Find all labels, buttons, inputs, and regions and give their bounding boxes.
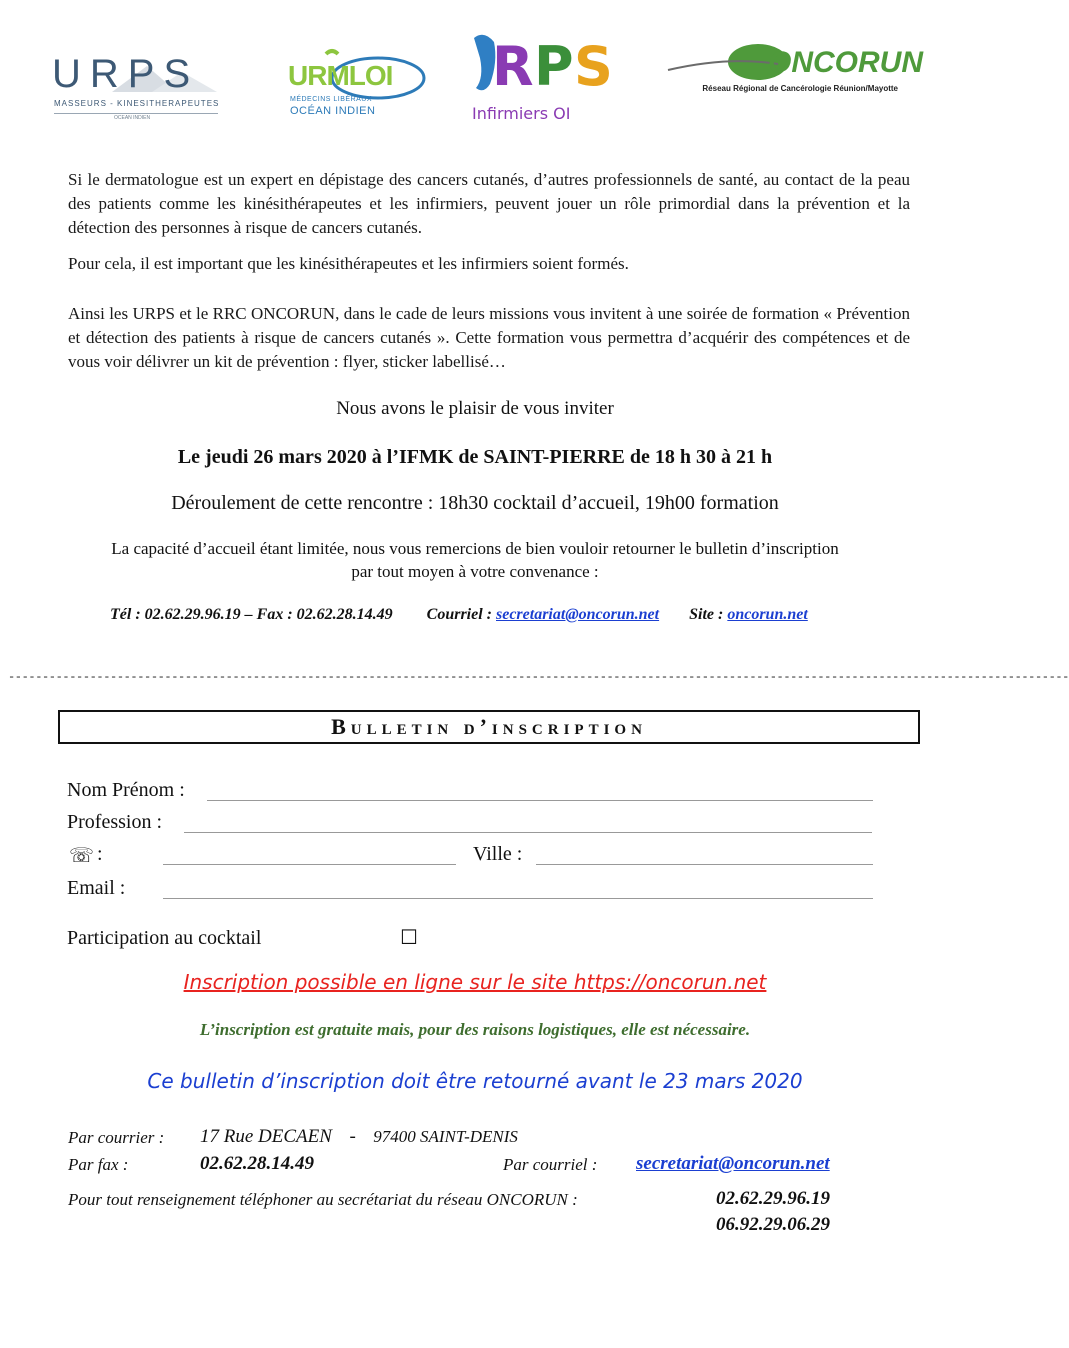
svg-text:P: P	[534, 35, 574, 98]
online-notice: Inscription possible en ligne sur le site https://oncorun.net	[183, 970, 767, 994]
fax-label: Par fax :	[68, 1155, 129, 1174]
info-text: Pour tout renseignement téléphoner au secrétariat du réseau ONCORUN :	[68, 1190, 578, 1209]
profession-field[interactable]	[184, 832, 872, 833]
urmloi-subtitle-2: OCÉAN INDIEN	[290, 105, 376, 117]
invite-line: Nous avons le plaisir de vous inviter	[336, 398, 614, 419]
email-link[interactable]: secretariat@oncorun.net	[496, 606, 660, 623]
cocktail-checkbox[interactable]: ☐	[400, 925, 418, 949]
capacity-line-2: par tout moyen à votre convenance :	[351, 562, 599, 581]
cocktail-label: Participation au cocktail	[67, 927, 262, 949]
urps-infirmiers-logo	[462, 28, 622, 128]
site-label: Site :	[689, 606, 724, 623]
event-date-line: Le jeudi 26 mars 2020 à l’IFMK de SAINT-PIERRE de 18 h 30 à 21 h	[177, 446, 773, 468]
info-phone-1: 02.62.29.96.19	[716, 1188, 830, 1209]
city-field[interactable]	[536, 864, 873, 865]
free-notice: L’inscription est gratuite mais, pour des raisons logistiques, elle est nécessaire.	[199, 1020, 751, 1039]
urps-mk-logo	[52, 42, 222, 122]
urmloi-title: URMLOI	[288, 60, 393, 91]
urps-mk-subtitle: MASSEURS - KINESITHERAPEUTES	[54, 99, 220, 108]
gecko-icon	[462, 30, 622, 100]
urps-mk-tag: OCEAN INDIEN	[114, 115, 151, 121]
fax-number: 02.62.28.14.49	[200, 1153, 314, 1174]
intro-paragraph-1: Si le dermatologue est un expert en dépistage des cancers cutanés, d’autres professionnels de santé, au contact de la peau des patients comme les kinésithérapeutes et les infirmiers, peuvent jouer un rôle primordial dans la prévention et la détection des personnes à risque de cancers cutanés.	[68, 170, 910, 237]
email-field[interactable]	[163, 898, 873, 899]
intro-paragraph-2: Pour cela, il est important que les kinésithérapeutes et les infirmiers soient formés.	[68, 254, 629, 273]
mail-street: 17 Rue DECAEN	[200, 1126, 332, 1147]
email-field-label: Email :	[67, 877, 126, 899]
mail-label: Par courrier :	[68, 1128, 165, 1147]
city-label: Ville :	[473, 843, 523, 865]
deadline-notice: Ce bulletin d’inscription doit être retourné avant le 23 mars 2020	[147, 1069, 803, 1093]
urmloi-subtitle-1: MÉDECINS LIBÉRAUX	[290, 96, 373, 103]
courriel-label: Par courriel :	[503, 1155, 598, 1174]
svg-text:S: S	[574, 35, 613, 98]
mail-address	[200, 1126, 518, 1148]
tel-fax-text: Tél : 02.62.29.96.19 – Fax : 02.62.28.14.49	[110, 606, 393, 623]
mail-separator: -	[349, 1126, 356, 1147]
phone-icon: ☏	[69, 845, 95, 867]
email-label: Courriel :	[426, 606, 492, 623]
urps-mk-title: URPS	[52, 52, 200, 96]
oncorun-title: ONCORUN	[768, 46, 923, 79]
name-label: Nom Prénom :	[67, 779, 185, 801]
oncorun-subtitle: Réseau Régional de Cancérologie Réunion/Mayotte	[702, 84, 898, 93]
profession-label: Profession :	[67, 811, 162, 833]
urps-inf-subtitle: Infirmiers OI	[472, 104, 571, 123]
intro-paragraph-3: Ainsi les URPS et le RRC ONCORUN, dans le cade de leurs missions vous invitent à une soirée de formation « Prévention et détection des patients à risque de cancers cutanés ». Cette formation vous permettra d’acquérir des compétences et de vous voir délivrer un kit de prévention : flyer, sticker labellisé…	[68, 304, 910, 371]
logo-bar	[0, 28, 950, 128]
cut-separator: ------------------------------------------------------------------------------------------------------------------------------------------------------------	[8, 670, 1069, 684]
footer-email-link[interactable]: secretariat@oncorun.net	[636, 1153, 830, 1174]
phone-field[interactable]	[163, 864, 456, 865]
program-line: Déroulement de cette rencontre : 18h30 cocktail d’accueil, 19h00 formation	[171, 492, 779, 514]
phone-label: :	[97, 843, 103, 865]
mail-city: 97400 SAINT-DENIS	[373, 1127, 518, 1146]
bulletin-title: Bulletin d’inscription	[58, 710, 920, 744]
urmloi-logo	[286, 46, 431, 121]
site-link[interactable]: oncorun.net	[727, 606, 808, 623]
svg-text:R: R	[492, 35, 534, 98]
oncorun-logo	[668, 38, 923, 113]
capacity-line-1: La capacité d’accueil étant limitée, nous vous remercions de bien vouloir retourner le bulletin d’inscription	[111, 539, 839, 558]
info-phone-2: 06.92.29.06.29	[716, 1214, 830, 1235]
name-field[interactable]	[207, 800, 873, 801]
contact-line	[110, 606, 890, 624]
